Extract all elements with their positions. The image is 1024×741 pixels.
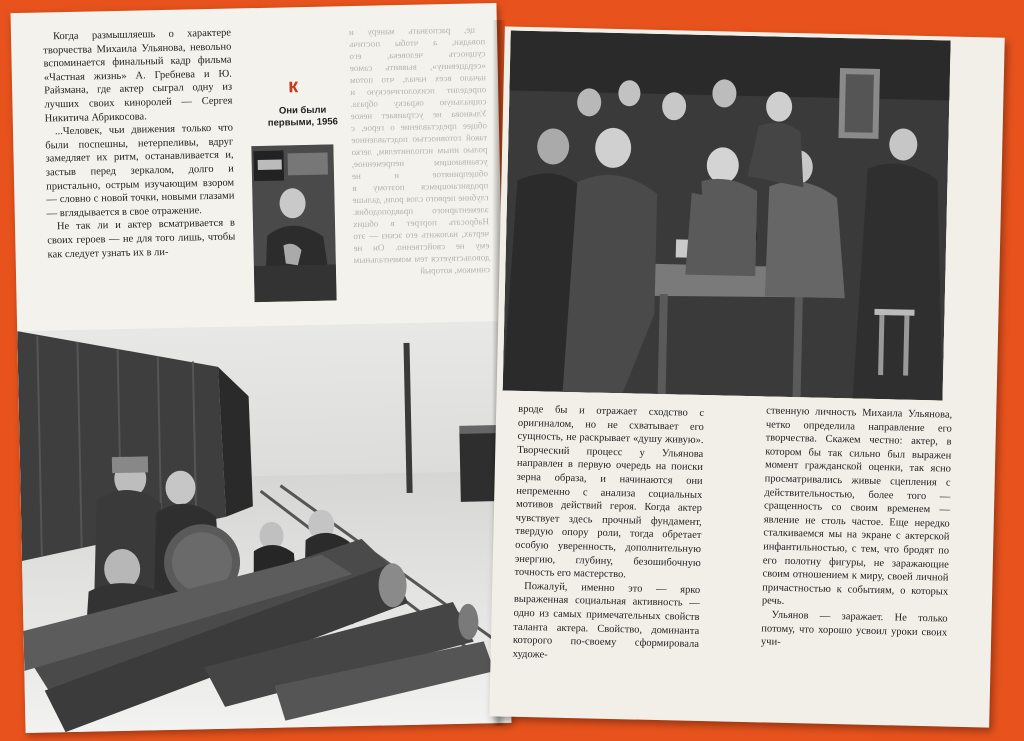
paragraph: Когда размышляешь о характере творчества Михаила Ульянова, невольно вспоминается финальный кадр фильма «Частная жизнь» А. Гребнева и Ю. Райзмана, где актер сыграл одну из лучших своих киноролей — Сергея Никитича Абрикосова. [43, 27, 233, 125]
dugout-photo [503, 31, 951, 401]
paragraph: ...Человек, чьи движения только что были поспешны, нетерпеливы, вдруг замедляет их ритм, останавливается и, застыв перед зеркалом, долго и пристально, острым изучающим взором — словно с новой точки, новыми глазами — вглядывается в свое отражение. [45, 122, 235, 220]
right-text-column-1 [512, 403, 704, 665]
still-photo-small [251, 144, 336, 302]
paragraph: Ульянов — заражает. Не только потому, что хорошо усвоил уроки своих учи- [760, 609, 948, 648]
railway-photo-image [17, 321, 511, 733]
right-page [489, 26, 1005, 727]
left-page [11, 3, 512, 733]
railway-photo [17, 321, 511, 733]
paragraph: це, распознать манеру и повадки, а чтобы постичь сущность человека, его «сердцевину», выявить самое начало всех начал, что потом определит психологическую и социальную окраску образа. Ульянова не устраивает некое общее представление о герое, с такой готовностью подставленное ролью иным исполнителям, легко усваивающим непременное, общепринятое и не продвигающимся поэтому в глубине первого слоя роли, дальше элементарного правдоподобия. Набросать портрет в общих чертах, наложить его эскиз — это ему не свойственно. Он не довольствуется тем моментальным снимком, который [348, 24, 491, 276]
photo-caption: Они были первыми, 1956 [267, 104, 339, 129]
left-text-column-1 [43, 27, 236, 262]
right-text-column-2 [761, 404, 953, 653]
paragraph: ственную личность Михаила Ульянова, четко определила направление его творчества. Скажем честно: актер, в котором бы так сильно был выражен момент гражданской оценки, так ясно просматривались живые сцепления с действительностью, более того — сращенность со своим временем — явление не столь частое. Еще нередко сталкиваемся мы на экране с актерской инфантильностью, с тем, что бродят по его полотну фигуры, не заражающие своим отношением к миру, своей личной причастностью к событиям, о которых речь. [761, 405, 953, 608]
small-photo-image [251, 144, 336, 302]
caption-letter: к [287, 75, 299, 98]
left-text-column-mirrored [349, 23, 491, 326]
dugout-photo-image [503, 31, 951, 401]
paragraph: вроде бы и отражает сходство с оригиналом, но не схватывает его сущность, не раскрывает «душу живую». Творческий процесс у Ульянова направлен в первую очередь на поиски зерна образа, и начинаются они непременно с анализа социальных мотивов действий героя. Когда актер чувствует здесь прочный фундамент, твердую опору роли, тогда обретает особую уверенность, дополнительную энергию, глубину, безошибочную точность его мастерство. [514, 403, 705, 581]
paragraph: Не так ли и актер всматривается в своих героев — не для того лишь, чтобы как следует узнать их в ли- [47, 217, 236, 260]
paragraph: Пожалуй, именно это — ярко выраженная социальная активность — одно из самых примечательных свойств таланта актера. Свойство, доминанта которого по-своему сформировала художе- [512, 580, 701, 661]
